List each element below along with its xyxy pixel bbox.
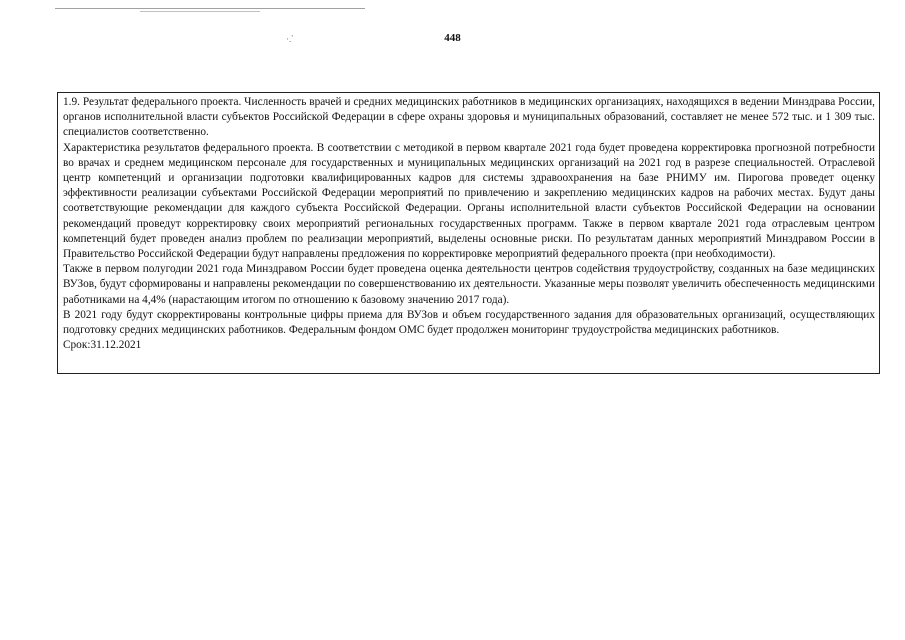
- project-result-table-cell: [57, 92, 880, 374]
- deadline-label: Срок:31.12.2021: [63, 339, 142, 352]
- admission-paragraph: В 2021 году будут скорректированы контрольные цифры приема для ВУЗов и объем государственного задания для образовательных организаций, осуществляющих подготовку средних медицинских работников. Федеральным фондом ОМС будет продолжен мониторинг трудоустройства медицинских работников.: [63, 308, 875, 337]
- result-paragraph: 1.9. Результат федерального проекта. Численность врачей и средних медицинских работников в медицинских организациях, находящихся в ведении Минздрава России, органов исполнительной власти субъектов Российской Федерации в сфере охраны здоровья и муниципальных образований, составляет не менее 572 тыс. и 1 309 тыс. специалистов соответственно.: [63, 96, 875, 139]
- page-number: 448: [444, 32, 461, 44]
- half-year-paragraph: Также в первом полугодии 2021 года Минздравом России будет проведена оценка деятельности центров содействия трудоустройству, созданных на базе медицинских ВУЗов, будут сформированы и направлены рекомендации по совершенствованию их деятельности. Указанные меры позволят увеличить обеспеченность медицинскими работниками на 4,4% (нарастающим итогом по отношению к базовому значению 2017 года).: [63, 263, 875, 306]
- characteristic-paragraph: Характеристика результатов федерального проекта. В соответствии с методикой в первом квартале 2021 года будет проведена корректировка прогнозной потребности во врачах и среднем медицинском персонале для государственных и муниципальных медицинских организаций на 2021 год в разрезе специальностей. Отраслевой центр компетенций и организации подготовки квалифицированных кадров для системы здравоохранения на базе РНИМУ им. Пирогова проведет оценку эффективности реализации субъектами Российской Федерации мероприятий по привлечению и закреплению медицинских кадров на рабочих местах. Будут даны соответствующие рекомендации для каждого субъекта Российской Федерации. Органы исполнительной власти субъектов Российской Федерации на основании рекомендаций проведут корректировку своих мероприятий региональных государственных программ. Также в первом квартале 2021 года отраслевым центром компетенций будет проведен анализ проблем по реализации мероприятий, выделены основные риски. По результатам данных мероприятий Минздравом России в Правительство Российской Федерации будут направлены предложения по корректировке мероприятий федерального проекта (при необходимости).: [63, 141, 875, 261]
- scan-artifact-line: [55, 8, 365, 9]
- scan-artifact-speck: ·.‵: [286, 34, 294, 44]
- scan-artifact-line: [140, 11, 260, 12]
